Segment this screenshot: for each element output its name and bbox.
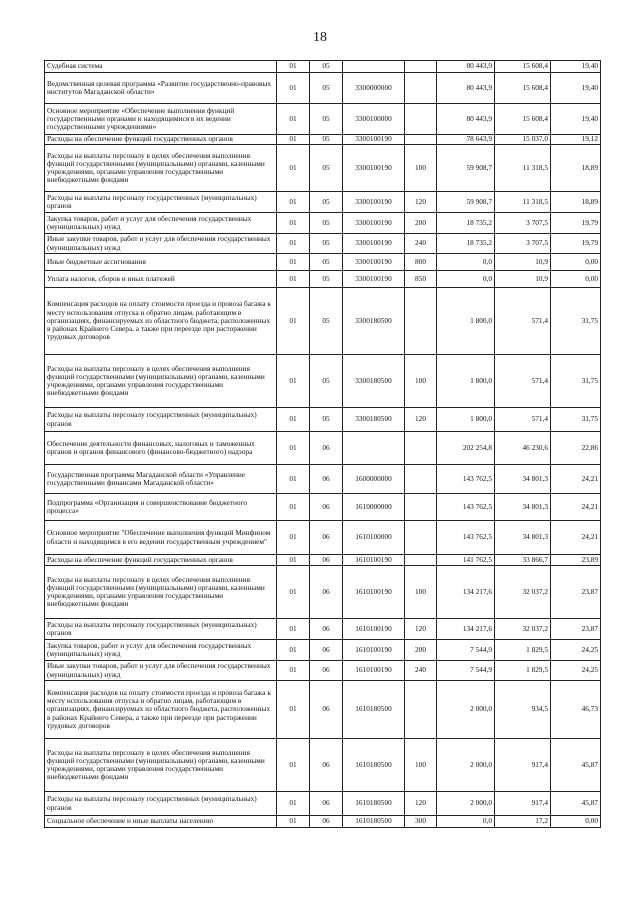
budget-table bbox=[44, 60, 601, 828]
cell-section: 01 bbox=[277, 61, 310, 73]
cell-name: Расходы на выплаты персоналу государственных (муниципальных) органов bbox=[45, 792, 277, 816]
table-row bbox=[45, 271, 601, 288]
table-row bbox=[45, 192, 601, 213]
cell-subsection: 05 bbox=[310, 61, 343, 73]
cell-plan: 141 762,5 bbox=[437, 555, 495, 566]
cell-name: Закупка товаров, работ и услуг для обеспечения государственных (муниципальных) нужд bbox=[45, 213, 277, 234]
cell-section: 01 bbox=[277, 465, 310, 494]
cell-fact: 34 801,3 bbox=[495, 494, 551, 521]
cell-section: 01 bbox=[277, 555, 310, 566]
cell-plan: 59 908,7 bbox=[437, 145, 495, 192]
cell-subsection: 06 bbox=[310, 566, 343, 619]
cell-plan: 2 000,0 bbox=[437, 681, 495, 739]
table-row bbox=[45, 661, 601, 681]
cell-fact: 1 829,5 bbox=[495, 640, 551, 661]
cell-fact: 15 608,4 bbox=[495, 61, 551, 73]
cell-expense-type bbox=[405, 61, 437, 73]
cell-percent: 0,00 bbox=[551, 254, 601, 271]
cell-fact: 15 608,4 bbox=[495, 73, 551, 104]
table-row bbox=[45, 555, 601, 566]
cell-fact: 15 037,0 bbox=[495, 135, 551, 145]
cell-plan: 143 762,5 bbox=[437, 521, 495, 555]
cell-plan: 7 544,9 bbox=[437, 661, 495, 681]
cell-plan: 134 217,6 bbox=[437, 566, 495, 619]
cell-section: 01 bbox=[277, 145, 310, 192]
cell-fact: 571,4 bbox=[495, 408, 551, 432]
cell-subsection: 06 bbox=[310, 465, 343, 494]
cell-subsection: 05 bbox=[310, 355, 343, 408]
table-row bbox=[45, 234, 601, 254]
cell-subsection: 05 bbox=[310, 213, 343, 234]
table-row bbox=[45, 432, 601, 465]
cell-fact: 1 829,5 bbox=[495, 661, 551, 681]
cell-plan: 0,0 bbox=[437, 254, 495, 271]
cell-subsection: 05 bbox=[310, 73, 343, 104]
cell-percent: 19,79 bbox=[551, 213, 601, 234]
cell-section: 01 bbox=[277, 213, 310, 234]
cell-section: 01 bbox=[277, 355, 310, 408]
cell-section: 01 bbox=[277, 494, 310, 521]
cell-expense-type bbox=[405, 555, 437, 566]
cell-plan: 143 762,5 bbox=[437, 494, 495, 521]
cell-subsection: 05 bbox=[310, 135, 343, 145]
cell-section: 01 bbox=[277, 792, 310, 816]
cell-fact: 934,5 bbox=[495, 681, 551, 739]
cell-expense-type: 240 bbox=[405, 234, 437, 254]
cell-name: Расходы на выплаты персоналу государственных (муниципальных) органов bbox=[45, 619, 277, 640]
table-row bbox=[45, 61, 601, 73]
cell-expense-type: 120 bbox=[405, 792, 437, 816]
cell-target-article: 3300100190 bbox=[343, 254, 405, 271]
cell-plan: 80 443,9 bbox=[437, 104, 495, 135]
cell-plan: 18 735,2 bbox=[437, 234, 495, 254]
cell-target-article: 3300180500 bbox=[343, 355, 405, 408]
table-row bbox=[45, 640, 601, 661]
cell-target-article: 1610180500 bbox=[343, 681, 405, 739]
cell-section: 01 bbox=[277, 408, 310, 432]
cell-target-article: 1610100000 bbox=[343, 521, 405, 555]
cell-section: 01 bbox=[277, 739, 310, 792]
table-row bbox=[45, 465, 601, 494]
table-body bbox=[45, 61, 601, 828]
cell-target-article: 1610180500 bbox=[343, 816, 405, 828]
cell-percent: 0,00 bbox=[551, 816, 601, 828]
cell-subsection: 06 bbox=[310, 661, 343, 681]
cell-name: Расходы на выплаты персоналу в целях обеспечения выполнения функций государственными (муниципальными) органами, казенными учреждениями, органами управления государственными внебюджетными фондами bbox=[45, 566, 277, 619]
table-row bbox=[45, 739, 601, 792]
cell-section: 01 bbox=[277, 192, 310, 213]
cell-subsection: 05 bbox=[310, 408, 343, 432]
cell-target-article: 3300100190 bbox=[343, 213, 405, 234]
cell-target-article: 3300100190 bbox=[343, 234, 405, 254]
cell-percent: 24,21 bbox=[551, 494, 601, 521]
table-row bbox=[45, 288, 601, 355]
cell-plan: 0,0 bbox=[437, 816, 495, 828]
cell-plan: 59 908,7 bbox=[437, 192, 495, 213]
cell-expense-type bbox=[405, 432, 437, 465]
cell-percent: 23,87 bbox=[551, 566, 601, 619]
table-row bbox=[45, 816, 601, 828]
cell-name: Уплата налогов, сборов и иных платежей bbox=[45, 271, 277, 288]
cell-percent: 19,12 bbox=[551, 135, 601, 145]
cell-section: 01 bbox=[277, 566, 310, 619]
cell-plan: 143 762,5 bbox=[437, 465, 495, 494]
cell-section: 01 bbox=[277, 661, 310, 681]
cell-plan: 0,0 bbox=[437, 271, 495, 288]
table-row bbox=[45, 104, 601, 135]
cell-expense-type: 200 bbox=[405, 640, 437, 661]
cell-percent: 24,21 bbox=[551, 465, 601, 494]
cell-section: 01 bbox=[277, 816, 310, 828]
cell-fact: 32 037,2 bbox=[495, 566, 551, 619]
cell-target-article: 3300100190 bbox=[343, 192, 405, 213]
cell-expense-type bbox=[405, 681, 437, 739]
cell-expense-type: 240 bbox=[405, 661, 437, 681]
cell-percent: 45,87 bbox=[551, 739, 601, 792]
cell-expense-type: 800 bbox=[405, 254, 437, 271]
cell-name: Расходы на выплаты персоналу государственных (муниципальных) органов bbox=[45, 408, 277, 432]
cell-plan: 80 443,9 bbox=[437, 61, 495, 73]
cell-plan: 1 800,0 bbox=[437, 355, 495, 408]
cell-expense-type bbox=[405, 521, 437, 555]
cell-percent: 19,40 bbox=[551, 73, 601, 104]
cell-fact: 917,4 bbox=[495, 792, 551, 816]
cell-name: Расходы на выплаты персоналу в целях обеспечения выполнения функций государственными (муниципальными) органами, казенными учреждениями, органами управления государственными внебюджетными фондами bbox=[45, 739, 277, 792]
cell-expense-type bbox=[405, 104, 437, 135]
cell-expense-type bbox=[405, 465, 437, 494]
cell-plan: 202 254,8 bbox=[437, 432, 495, 465]
cell-percent: 24,21 bbox=[551, 521, 601, 555]
cell-percent: 24,25 bbox=[551, 640, 601, 661]
cell-subsection: 05 bbox=[310, 254, 343, 271]
table-row bbox=[45, 566, 601, 619]
cell-target-article bbox=[343, 432, 405, 465]
cell-percent: 46,73 bbox=[551, 681, 601, 739]
cell-name: Ведомственная целевая программа «Развитие государственно-правовых институтов Магаданской области» bbox=[45, 73, 277, 104]
cell-name: Социальное обеспечение и иные выплаты населению bbox=[45, 816, 277, 828]
cell-expense-type: 300 bbox=[405, 816, 437, 828]
cell-name: Расходы на выплаты персоналу в целях обеспечения выполнения функций государственными (муниципальными) органами, казенными учреждениями, органами управления государственными внебюджетными фондами bbox=[45, 355, 277, 408]
cell-target-article: 1610000000 bbox=[343, 494, 405, 521]
cell-target-article: 3300180500 bbox=[343, 288, 405, 355]
cell-percent: 0,00 bbox=[551, 271, 601, 288]
cell-name: Расходы на выплаты персоналу в целях обеспечения выполнения функций государственными (муниципальными) органами, казенными учреждениями, органами управления государственными внебюджетными фондами bbox=[45, 145, 277, 192]
cell-expense-type bbox=[405, 135, 437, 145]
cell-percent: 19,40 bbox=[551, 61, 601, 73]
cell-fact: 3 707,5 bbox=[495, 213, 551, 234]
cell-section: 01 bbox=[277, 73, 310, 104]
cell-name: Подпрограмма «Организация и совершенствование бюджетного процесса» bbox=[45, 494, 277, 521]
cell-name: Компенсация расходов на оплату стоимости проезда и провоза багажа к месту использования отпуска и обратно лицам, работающим в организациях, финансируемых из областного бюджета, расположенных в районах Крайнего Севера, а также при переезде при расторжении трудовых договоров bbox=[45, 288, 277, 355]
cell-fact: 46 230,6 bbox=[495, 432, 551, 465]
cell-fact: 17,2 bbox=[495, 816, 551, 828]
cell-subsection: 06 bbox=[310, 792, 343, 816]
cell-target-article: 1610180500 bbox=[343, 739, 405, 792]
cell-fact: 15 608,4 bbox=[495, 104, 551, 135]
cell-expense-type: 200 bbox=[405, 213, 437, 234]
cell-subsection: 06 bbox=[310, 739, 343, 792]
cell-expense-type: 120 bbox=[405, 192, 437, 213]
cell-expense-type: 100 bbox=[405, 739, 437, 792]
cell-name: Иные бюджетные ассигнования bbox=[45, 254, 277, 271]
cell-expense-type: 120 bbox=[405, 619, 437, 640]
cell-subsection: 05 bbox=[310, 145, 343, 192]
cell-fact: 11 318,5 bbox=[495, 145, 551, 192]
table-row bbox=[45, 619, 601, 640]
cell-expense-type: 120 bbox=[405, 408, 437, 432]
cell-expense-type: 850 bbox=[405, 271, 437, 288]
cell-target-article: 1610100190 bbox=[343, 566, 405, 619]
cell-target-article bbox=[343, 61, 405, 73]
cell-expense-type: 100 bbox=[405, 566, 437, 619]
cell-name: Основное мероприятие "Обеспечение выполнения функций Минфином области и находящимся в его ведении государственным учреждением" bbox=[45, 521, 277, 555]
cell-expense-type bbox=[405, 73, 437, 104]
cell-fact: 571,4 bbox=[495, 288, 551, 355]
cell-expense-type: 100 bbox=[405, 145, 437, 192]
cell-fact: 917,4 bbox=[495, 739, 551, 792]
page-number: 18 bbox=[313, 30, 327, 45]
cell-target-article: 1600000000 bbox=[343, 465, 405, 494]
cell-name: Расходы на выплаты персоналу государственных (муниципальных) органов bbox=[45, 192, 277, 213]
cell-name: Закупка товаров, работ и услуг для обеспечения государственных (муниципальных) нужд bbox=[45, 640, 277, 661]
cell-target-article: 3300180500 bbox=[343, 408, 405, 432]
cell-subsection: 05 bbox=[310, 104, 343, 135]
cell-name: Компенсация расходов на оплату стоимости проезда и провоза багажа к месту использования отпуска и обратно лицам, работающим в организациях, финансируемых из областного бюджета, расположенных в районах Крайнего Севера, а также при переезде при расторжении трудовых договоров bbox=[45, 681, 277, 739]
cell-fact: 34 801,3 bbox=[495, 465, 551, 494]
cell-percent: 24,25 bbox=[551, 661, 601, 681]
cell-target-article: 3300100190 bbox=[343, 135, 405, 145]
cell-section: 01 bbox=[277, 619, 310, 640]
cell-plan: 1 800,0 bbox=[437, 408, 495, 432]
cell-name: Государственная программа Магаданской области «Управление государственными финансами Магаданской области» bbox=[45, 465, 277, 494]
cell-subsection: 05 bbox=[310, 271, 343, 288]
cell-percent: 18,89 bbox=[551, 145, 601, 192]
cell-subsection: 05 bbox=[310, 288, 343, 355]
cell-percent: 23,89 bbox=[551, 555, 601, 566]
cell-section: 01 bbox=[277, 271, 310, 288]
cell-section: 01 bbox=[277, 681, 310, 739]
cell-target-article: 1610100190 bbox=[343, 555, 405, 566]
cell-name: Основное мероприятие «Обеспечение выполнения функций государственными органами и находящимися в их ведении государственными учреждениями» bbox=[45, 104, 277, 135]
cell-name: Расходы на обеспечение функций государственных органов bbox=[45, 555, 277, 566]
cell-name: Судебная система bbox=[45, 61, 277, 73]
cell-plan: 1 800,0 bbox=[437, 288, 495, 355]
cell-plan: 134 217,6 bbox=[437, 619, 495, 640]
cell-percent: 31,75 bbox=[551, 408, 601, 432]
table-row bbox=[45, 213, 601, 234]
cell-subsection: 06 bbox=[310, 494, 343, 521]
cell-subsection: 06 bbox=[310, 640, 343, 661]
cell-fact: 11 318,5 bbox=[495, 192, 551, 213]
cell-section: 01 bbox=[277, 432, 310, 465]
cell-fact: 32 037,2 bbox=[495, 619, 551, 640]
cell-target-article: 3300100190 bbox=[343, 271, 405, 288]
cell-section: 01 bbox=[277, 521, 310, 555]
cell-percent: 45,87 bbox=[551, 792, 601, 816]
cell-percent: 18,89 bbox=[551, 192, 601, 213]
cell-target-article: 1610100190 bbox=[343, 661, 405, 681]
cell-subsection: 06 bbox=[310, 816, 343, 828]
cell-target-article: 3300100000 bbox=[343, 104, 405, 135]
cell-plan: 2 000,0 bbox=[437, 792, 495, 816]
cell-percent: 23,87 bbox=[551, 619, 601, 640]
cell-name: Обеспечение деятельности финансовых, налоговых и таможенных органов и органов финансового (финансово-бюджетного) надзора bbox=[45, 432, 277, 465]
cell-subsection: 06 bbox=[310, 555, 343, 566]
cell-fact: 10,9 bbox=[495, 271, 551, 288]
cell-expense-type bbox=[405, 494, 437, 521]
cell-section: 01 bbox=[277, 234, 310, 254]
cell-subsection: 06 bbox=[310, 619, 343, 640]
cell-percent: 31,75 bbox=[551, 288, 601, 355]
table-row bbox=[45, 792, 601, 816]
table-row bbox=[45, 254, 601, 271]
cell-plan: 78 643,9 bbox=[437, 135, 495, 145]
cell-target-article: 1610100190 bbox=[343, 619, 405, 640]
cell-percent: 19,79 bbox=[551, 234, 601, 254]
table-row bbox=[45, 73, 601, 104]
cell-section: 01 bbox=[277, 135, 310, 145]
cell-expense-type: 100 bbox=[405, 355, 437, 408]
cell-plan: 2 000,0 bbox=[437, 739, 495, 792]
table-row bbox=[45, 355, 601, 408]
cell-name: Иные закупки товаров, работ и услуг для обеспечения государственных (муниципальных) нужд bbox=[45, 661, 277, 681]
cell-section: 01 bbox=[277, 640, 310, 661]
cell-section: 01 bbox=[277, 254, 310, 271]
cell-target-article: 1610180500 bbox=[343, 792, 405, 816]
table-row bbox=[45, 494, 601, 521]
cell-plan: 7 544,9 bbox=[437, 640, 495, 661]
table-row bbox=[45, 521, 601, 555]
cell-subsection: 06 bbox=[310, 432, 343, 465]
cell-fact: 33 866,7 bbox=[495, 555, 551, 566]
cell-plan: 80 443,9 bbox=[437, 73, 495, 104]
table-row bbox=[45, 135, 601, 145]
cell-name: Расходы на обеспечение функций государственных органов bbox=[45, 135, 277, 145]
cell-subsection: 05 bbox=[310, 192, 343, 213]
cell-subsection: 06 bbox=[310, 681, 343, 739]
cell-fact: 10,9 bbox=[495, 254, 551, 271]
cell-target-article: 1610100190 bbox=[343, 640, 405, 661]
cell-fact: 571,4 bbox=[495, 355, 551, 408]
cell-name: Иные закупки товаров, работ и услуг для обеспечения государственных (муниципальных) нужд bbox=[45, 234, 277, 254]
cell-section: 01 bbox=[277, 288, 310, 355]
cell-subsection: 06 bbox=[310, 521, 343, 555]
table-row bbox=[45, 408, 601, 432]
cell-plan: 18 735,2 bbox=[437, 213, 495, 234]
cell-target-article: 3300100190 bbox=[343, 145, 405, 192]
cell-percent: 19,40 bbox=[551, 104, 601, 135]
cell-expense-type bbox=[405, 288, 437, 355]
cell-subsection: 05 bbox=[310, 234, 343, 254]
cell-target-article: 3300000000 bbox=[343, 73, 405, 104]
table-row bbox=[45, 681, 601, 739]
cell-percent: 31,75 bbox=[551, 355, 601, 408]
table-row bbox=[45, 145, 601, 192]
cell-section: 01 bbox=[277, 104, 310, 135]
cell-percent: 22,86 bbox=[551, 432, 601, 465]
cell-fact: 3 707,5 bbox=[495, 234, 551, 254]
cell-fact: 34 801,3 bbox=[495, 521, 551, 555]
